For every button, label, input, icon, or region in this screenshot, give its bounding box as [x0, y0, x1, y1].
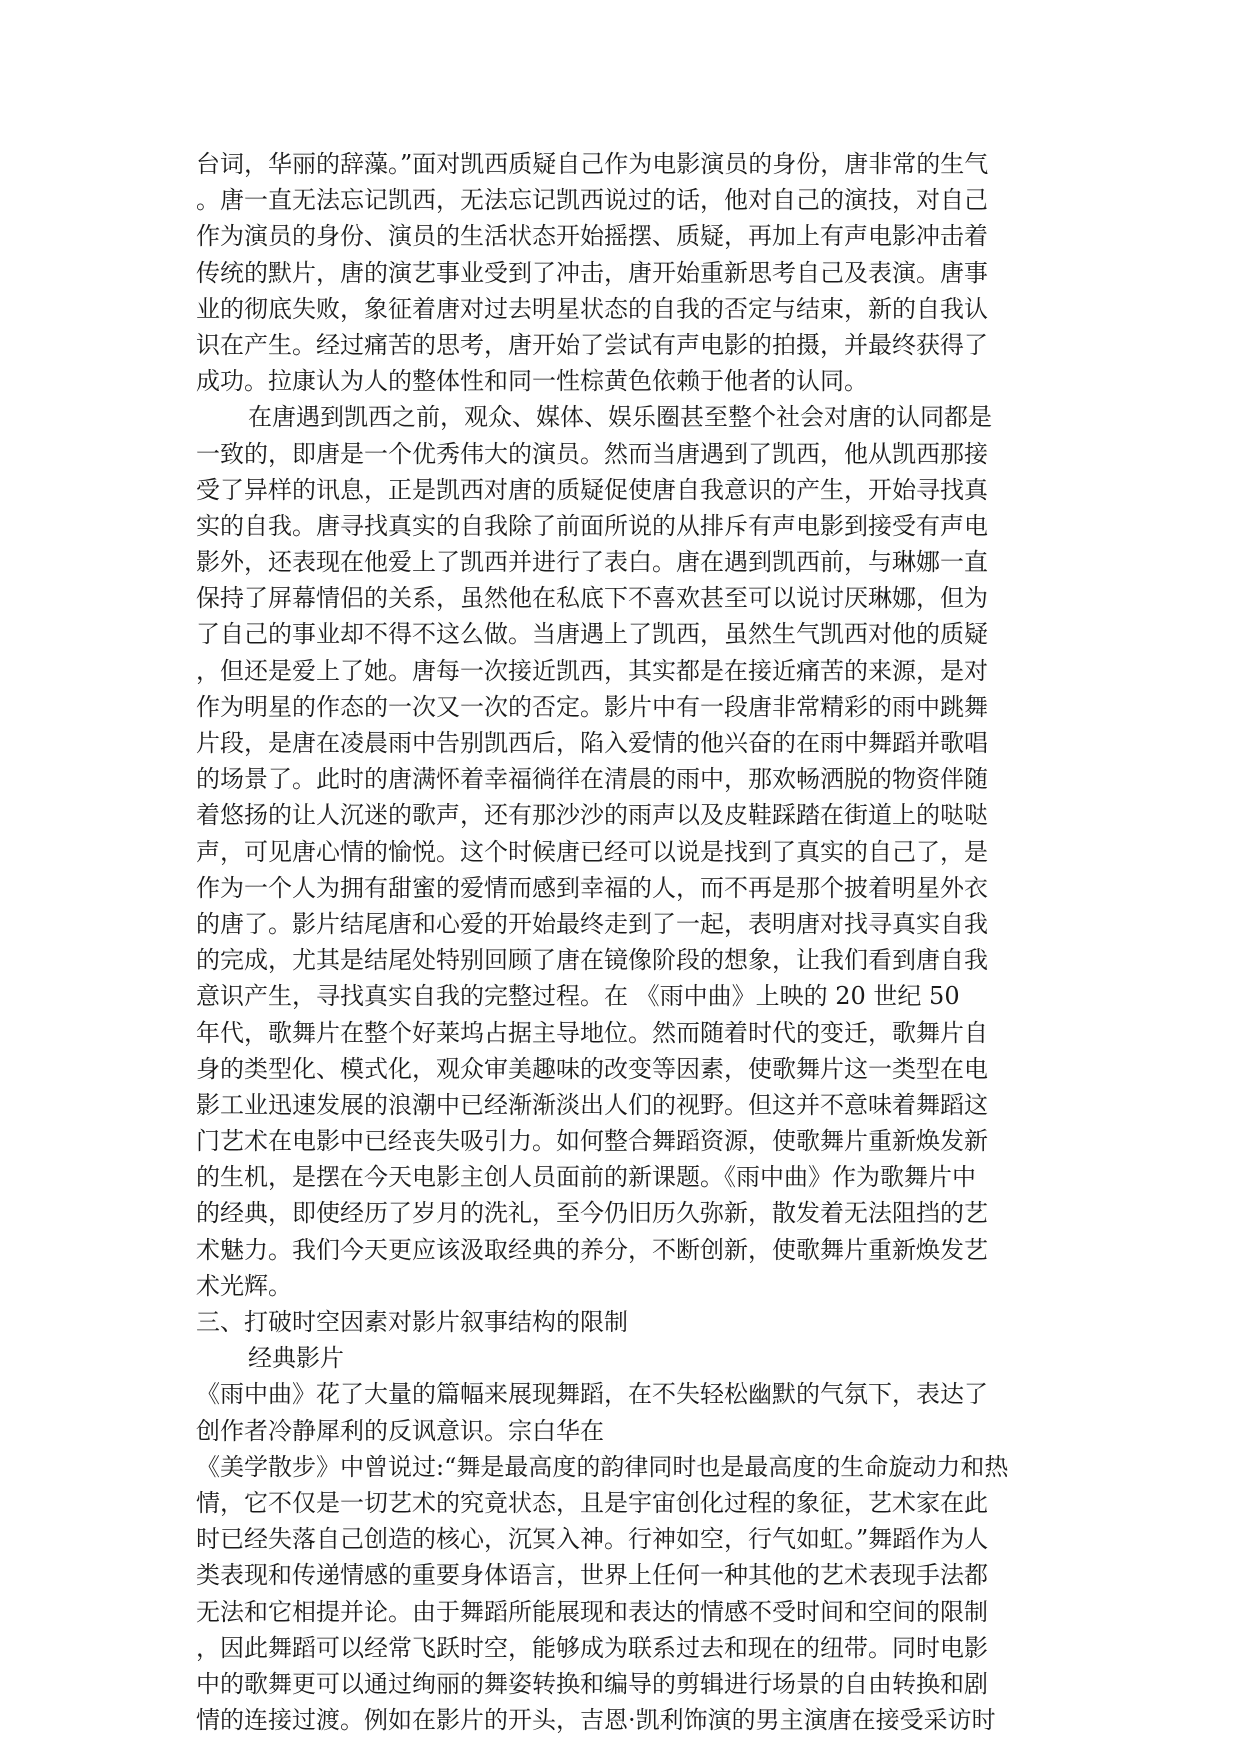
text-line: ，因此舞蹈可以经常飞跃时空，能够成为联系过去和现在的纽带。同时电影	[196, 1633, 988, 1662]
text-line: 作为演员的身份、演员的生活状态开始摇摆、质疑，再加上有声电影冲击着	[196, 222, 988, 251]
text-line: 《美学散步》中曾说过:“舞是最高度的韵律同时也是最高度的生命旋动力和热	[196, 1452, 1009, 1481]
text-line: 作为一个人为拥有甜蜜的爱情而感到幸福的人，而不再是那个披着明星外衣	[196, 873, 988, 902]
text-line: 类表现和传递情感的重要身体语言，世界上任何一种其他的艺术表现手法都	[196, 1561, 988, 1590]
text-line: 中的歌舞更可以通过绚丽的舞姿转换和编导的剪辑进行场景的自由转换和剧	[196, 1669, 988, 1698]
text-line: 意识产生，寻找真实自我的完整过程。在 《雨中曲》上映的 20 世纪 50	[196, 982, 960, 1011]
text-line: 的完成，尤其是结尾处特别回顾了唐在镜像阶段的想象，让我们看到唐自我	[196, 946, 988, 975]
text-line: 术魅力。我们今天更应该汲取经典的养分，不断创新，使歌舞片重新焕发艺	[196, 1235, 988, 1264]
text-line: ，但还是爱上了她。唐每一次接近凯西，其实都是在接近痛苦的来源，是对	[196, 656, 988, 685]
text-line: 时已经失落自己创造的核心，沉冥入神。行神如空，行气如虹。”舞蹈作为人	[196, 1525, 989, 1554]
text-line: 术光辉。	[196, 1271, 292, 1300]
text-line: 年代，歌舞片在整个好莱坞占据主导地位。然而随着时代的变迁，歌舞片自	[196, 1018, 988, 1047]
text-line: 业的彻底失败，象征着唐对过去明星状态的自我的否定与结束，新的自我认	[196, 294, 988, 323]
text-line: 传统的默片，唐的演艺事业受到了冲击，唐开始重新思考自己及表演。唐事	[196, 258, 988, 287]
text-line: 经典影片	[248, 1344, 344, 1373]
text-line: 实的自我。唐寻找真实的自我除了前面所说的从排斥有声电影到接受有声电	[196, 511, 988, 540]
text-line: 三、打破时空因素对影片叙事结构的限制	[196, 1308, 628, 1336]
text-line: 的唐了。影片结尾唐和心爱的开始最终走到了一起，表明唐对找寻真实自我	[196, 909, 988, 938]
text-line: 成功。拉康认为人的整体性和同一性棕黄色依赖于他者的认同。	[196, 367, 868, 396]
document-body	[196, 146, 1066, 1738]
text-line: 《雨中曲》花了大量的篇幅来展现舞蹈，在不失轻松幽默的气氛下，表达了	[196, 1380, 988, 1409]
text-line: 保持了屏幕情侣的关系，虽然他在私底下不喜欢甚至可以说讨厌琳娜，但为	[196, 584, 988, 613]
text-line: 作为明星的作态的一次又一次的否定。影片中有一段唐非常精彩的雨中跳舞	[196, 692, 988, 721]
text-line: 门艺术在电影中已经丧失吸引力。如何整合舞蹈资源，使歌舞片重新焕发新	[196, 1127, 988, 1156]
text-line: 的经典，即使经历了岁月的洗礼，至今仍旧历久弥新，散发着无法阻挡的艺	[196, 1199, 988, 1228]
text-line: 声，可见唐心情的愉悦。这个时候唐已经可以说是找到了真实的自己了，是	[196, 837, 988, 866]
text-line: 着悠扬的让人沉迷的歌声，还有那沙沙的雨声以及皮鞋踩踏在街道上的哒哒	[196, 801, 988, 830]
text-line: 台词，华丽的辞藻。”面对凯西质疑自己作为电影演员的身份，唐非常的生气	[196, 150, 989, 178]
text-line: 识在产生。经过痛苦的思考，唐开始了尝试有声电影的拍摄，并最终获得了	[196, 330, 988, 359]
text-line: 在唐遇到凯西之前，观众、媒体、娱乐圈甚至整个社会对唐的认同都是	[248, 403, 992, 432]
text-line: 身的类型化、模式化，观众审美趣味的改变等因素，使歌舞片这一类型在电	[196, 1054, 988, 1083]
text-line: 片段，是唐在凌晨雨中告别凯西后，陷入爱情的他兴奋的在雨中舞蹈并歌唱	[196, 729, 988, 757]
text-line: 情，它不仅是一切艺术的究竟状态，且是宇宙创化过程的象征，艺术家在此	[196, 1488, 988, 1517]
text-line: 创作者冷静犀利的反讽意识。宗白华在	[196, 1416, 604, 1445]
text-line: 影外，还表现在他爱上了凯西并进行了表白。唐在遇到凯西前，与琳娜一直	[196, 548, 988, 577]
text-line: 影工业迅速发展的浪潮中已经渐渐淡出人们的视野。但这并不意味着舞蹈这	[196, 1090, 988, 1119]
text-line: 一致的，即唐是一个优秀伟大的演员。然而当唐遇到了凯西，他从凯西那接	[196, 439, 988, 468]
text-line: 。唐一直无法忘记凯西，无法忘记凯西说过的话，他对自己的演技，对自己	[196, 186, 988, 215]
text-line: 了自己的事业却不得不这么做。当唐遇上了凯西，虽然生气凯西对他的质疑	[196, 620, 988, 649]
text-line: 受了异样的讯息，正是凯西对唐的质疑促使唐自我意识的产生，开始寻找真	[196, 475, 988, 504]
text-line: 情的连接过渡。例如在影片的开头，吉恩·凯利饰演的男主演唐在接受采访时	[196, 1706, 996, 1735]
text-line: 的场景了。此时的唐满怀着幸福徜徉在清晨的雨中，那欢畅洒脱的物资伴随	[196, 765, 988, 794]
text-line: 的生机，是摆在今天电影主创人员面前的新课题。《雨中曲》作为歌舞片中	[196, 1163, 976, 1192]
text-line: 无法和它相提并论。由于舞蹈所能展现和表达的情感不受时间和空间的限制	[196, 1597, 988, 1626]
